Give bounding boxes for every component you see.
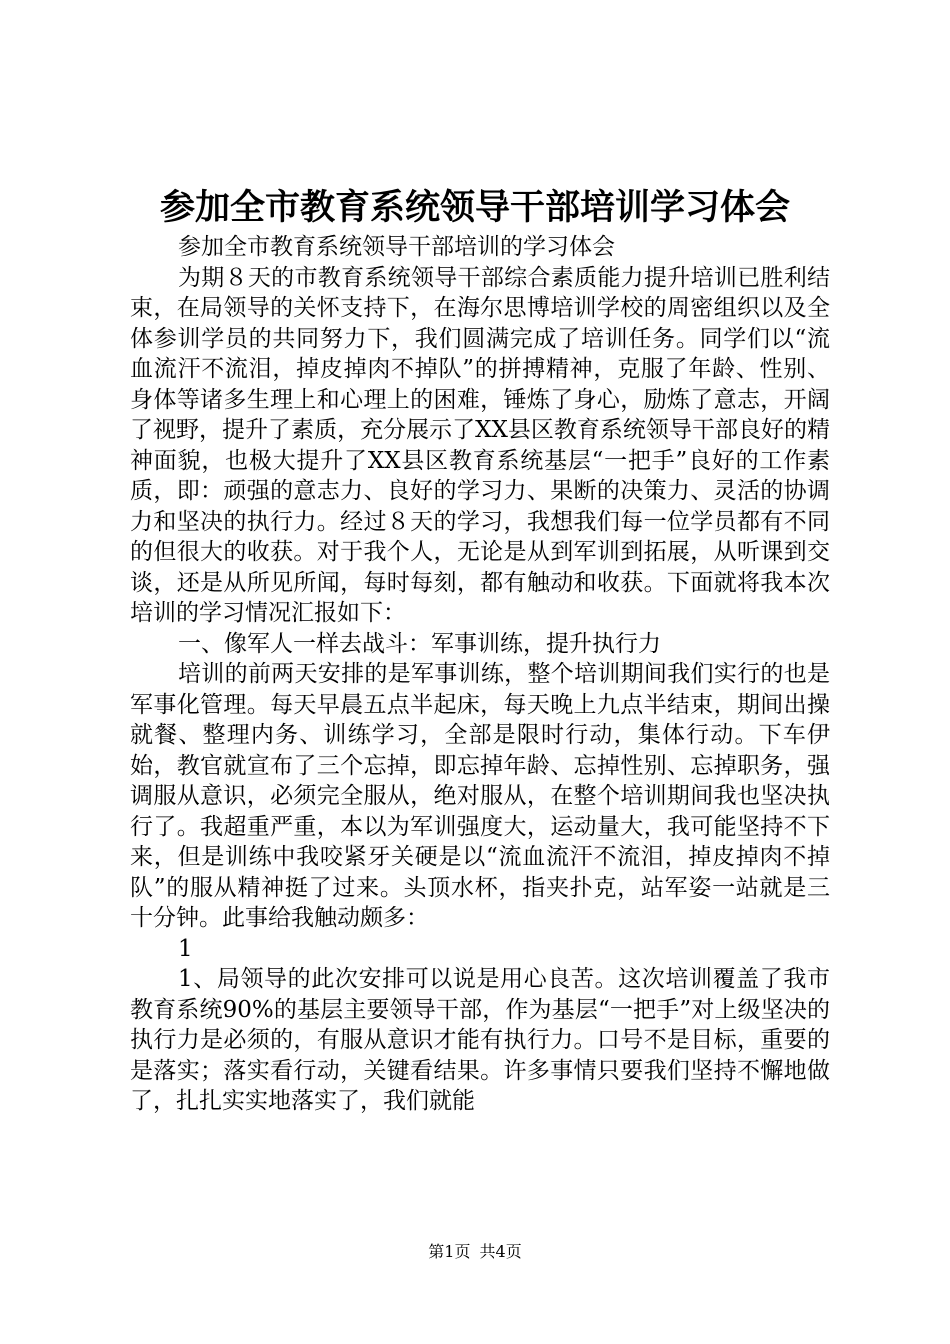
page-number: 第1页 <box>428 1242 471 1261</box>
body-paragraph: 为期８天的市教育系统领导干部综合素质能力提升培训已胜利结束，在局领导的关怀支持下，在海尔思博培训学校的周密组织以及全体参训学员的共同努力下，我们圆满完成了培训任务。同学们以“流血流汗不流泪，掉皮掉肉不掉队”的拼搏精神，克服了年龄、性别、身体等诸多生理上和心理上的困难，锤炼了身心，励炼了意志，开阔了视野，提升了素质，充分展示了XX县区教育系统领导干部良好的精神面貌，也极大提升了XX县区教育系统基层“一把手”良好的工作素质，即：顽强的意志力、良好的学习力、果断的决策力、灵活的协调力和坚决的执行力。经过８天的学习，我想我们每一位学员都有不同的但很大的收获。对于我个人，无论是从到军训到拓展，从听课到交谈，还是从所见所闻，每时每刻，都有触动和收获。下面就将我本次培训的学习情况汇报如下： <box>130 264 830 626</box>
body-paragraph: 1、局领导的此次安排可以说是用心良苦。这次培训覆盖了我市教育系统90%的基层主要领导干部，作为基层“一把手”对上级坚决的执行力是必须的，有服从意识才能有执行力。口号不是目标，重要的是落实；落实看行动，关键看结果。许多事情只要我们坚持不懈地做了，扎扎实实地落实了，我们就能 <box>130 966 830 1114</box>
document-title: 参加全市教育系统领导干部培训学习体会 <box>159 187 790 228</box>
section-heading: 一、像军人一样去战斗：军事训练，提升执行力 <box>178 630 661 657</box>
subtitle-paragraph: 参加全市教育系统领导干部培训的学习体会 <box>178 234 615 260</box>
document-body <box>130 232 830 1117</box>
page-footer <box>0 1240 950 1264</box>
body-paragraph: 培训的前两天安排的是军事训练，整个培训期间我们实行的也是军事化管理。每天早晨五点半起床，每天晚上九点半结束，期间出操就餐、整理内务、训练学习，全部是限时行动，集体行动。下车伊始，教官就宣布了三个忘掉，即忘掉年龄、忘掉性别、忘掉职务，强调服从意识，必须完全服从，绝对服从，在整个培训期间我也坚决执行了。我超重严重，本以为军训强度大，运动量大，我可能坚持不下来，但是训练中我咬紧牙关硬是以“流血流汗不流泪，掉皮掉肉不掉队”的服从精神挺了过来。头顶水杯，指夹扑克，站军姿一站就是三十分钟。此事给我触动颇多： <box>130 661 830 931</box>
list-number: 1 <box>178 935 193 962</box>
page-total: 共4页 <box>479 1242 522 1261</box>
